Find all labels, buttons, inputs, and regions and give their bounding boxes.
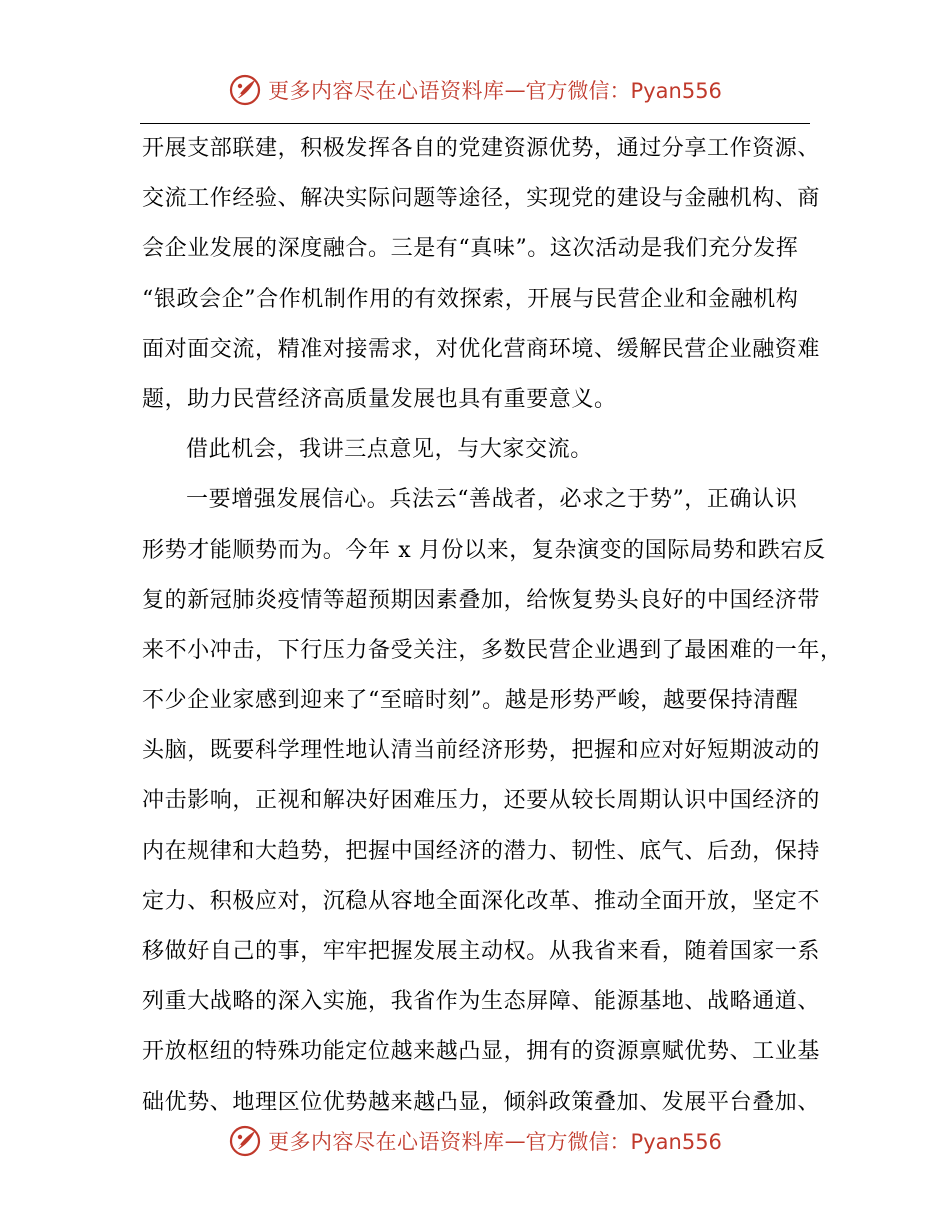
body-line: 一要增强发展信心。兵法云“善战者，必求之于势”，正确认识: [186, 487, 798, 513]
body-line: 借此机会，我讲三点意见，与大家交流。: [186, 437, 593, 463]
body-line: 不少企业家感到迎来了“至暗时刻”。越是形势严峻，越要保持清醒: [142, 688, 799, 714]
body-line: 定力、积极应对，沉稳从容地全面深化改革、推动全面开放，坚定不: [142, 888, 821, 914]
body-line: 题，助力民营经济高质量发展也具有重要意义。: [142, 386, 617, 412]
body-line: 础优势、地理区位优势越来越凸显，倾斜政策叠加、发展平台叠加、: [142, 1089, 821, 1115]
footer-banner: [0, 1121, 950, 1161]
footer-slogan: 更多内容尽在心语资料库: [268, 1130, 505, 1154]
header-slogan: 更多内容尽在心语资料库: [268, 79, 505, 103]
body-line: “银政会企”合作机制作用的有效探索，开展与民营企业和金融机构: [142, 286, 799, 312]
body-line: 开展支部联建，积极发挥各自的党建资源优势，通过分享工作资源、: [142, 136, 821, 161]
header-dash: —: [504, 78, 526, 102]
quill-pen-icon: [228, 1124, 262, 1158]
body-line: 会企业发展的深度融合。三是有“真味”。这次活动是我们充分发挥: [142, 236, 799, 262]
body-line: 交流工作经验、解决实际问题等途径，实现党的建设与金融机构、商: [142, 186, 821, 212]
body-line: 面对面交流，精准对接需求，对优化营商环境、缓解民营企业融资难: [142, 336, 821, 362]
body-line: 内在规律和大趋势，把握中国经济的潜力、韧性、底气、后劲，保持: [142, 838, 821, 864]
body-line: 来不小冲击，下行压力备受关注，多数民营企业遇到了最困难的一年，: [142, 637, 843, 663]
header-banner: [0, 70, 950, 110]
footer-dash: —: [504, 1129, 526, 1153]
body-line: 列重大战略的深入实施，我省作为生态屏障、能源基地、战略通道、: [142, 989, 821, 1015]
document-body: [142, 124, 843, 1128]
body-line: 移做好自己的事，牢牢把握发展主动权。从我省来看，随着国家一系: [142, 939, 821, 964]
quill-pen-icon: [228, 73, 262, 107]
body-line: 头脑，既要科学理性地认清当前经济形势，把握和应对好短期波动的: [142, 738, 821, 764]
body-line: 开放枢纽的特殊功能定位越来越凸显，拥有的资源禀赋优势、工业基: [142, 1039, 821, 1065]
header-wechat: 官方微信：Pyan556: [525, 79, 722, 103]
body-line: 冲击影响，正视和解决好困难压力，还要从较长周期认识中国经济的: [142, 788, 821, 814]
body-line: 复的新冠肺炎疫情等超预期因素叠加，给恢复势头良好的中国经济带: [142, 587, 821, 613]
body-line: 形势才能顺势而为。今年 x 月份以来，复杂演变的国际局势和跌宕反: [142, 537, 826, 563]
footer-wechat: 官方微信：Pyan556: [525, 1130, 722, 1154]
